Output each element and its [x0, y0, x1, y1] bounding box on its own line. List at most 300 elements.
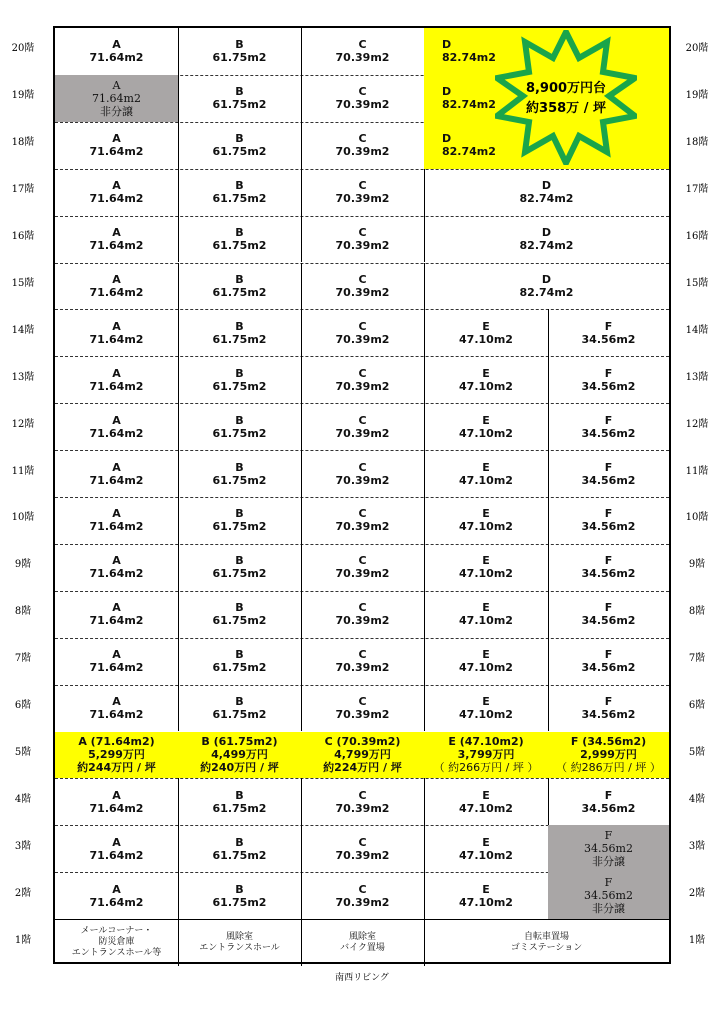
- unit-cell-line-l1: A: [112, 695, 121, 709]
- unit-cell-line-l1: A: [112, 460, 121, 474]
- unit-cell-line-l1: C: [358, 226, 367, 240]
- unit-cell-line-l2: 61.75m2: [212, 51, 267, 65]
- unit-cell-line-l1: D: [541, 226, 552, 240]
- unit-cell-line-l2: 70.39m2: [335, 661, 390, 675]
- unit-cell-line-l1: A (71.64m2): [78, 735, 155, 749]
- unit-cell-f15-b: [178, 263, 301, 310]
- unit-cell-line-l1: F: [604, 319, 613, 333]
- unit-cell-f16-c: [301, 216, 424, 263]
- unit-cell-line-l2: 34.56m2: [581, 567, 636, 581]
- unit-cell-line-l1: D: [442, 38, 452, 52]
- unit-cell-line-l2: 61.75m2: [212, 239, 267, 253]
- unit-cell-f9-e: [424, 544, 548, 591]
- unit-cell-line-l2: 61.75m2: [212, 520, 267, 534]
- unit-cell-line-l2: 61.75m2: [212, 614, 267, 628]
- floor-label-f17: 17階: [11, 184, 35, 196]
- floor-label-f11: 11階: [685, 465, 709, 477]
- unit-cell-line-l2: 71.64m2: [89, 708, 144, 722]
- unit-cell-line-l1: F: [604, 876, 613, 890]
- unit-cell-line-l2: 71.64m2: [89, 520, 144, 534]
- unit-cell-f17-d: [424, 169, 669, 216]
- unit-cell-f12-a: [55, 403, 178, 450]
- unit-cell-line-l2: 61.75m2: [212, 708, 267, 722]
- unit-cell-f4-c: [301, 778, 424, 825]
- unit-cell-line-l2: 34.56m2: [581, 520, 636, 534]
- unit-cell-f10-f: [548, 497, 669, 544]
- unit-cell-line-l1: B: [235, 226, 244, 240]
- unit-cell-line-l2: 70.39m2: [335, 332, 390, 346]
- unit-cell-line-l2: 47.10m2: [459, 895, 513, 909]
- unit-cell-line-l2: 82.74m2: [519, 239, 574, 253]
- unit-cell-f5-a: [55, 732, 178, 779]
- unit-cell-f13-a: [55, 356, 178, 403]
- unit-cell-line-l2: 34.56m2: [581, 426, 636, 440]
- unit-cell-line-l1: F: [604, 413, 613, 427]
- unit-cell-line-l2: 61.75m2: [212, 379, 267, 393]
- unit-cell-f13-f: [548, 356, 669, 403]
- floor-label-f3: 3階: [688, 840, 706, 852]
- unit-cell-line-l2: 70.39m2: [335, 520, 390, 534]
- unit-cell-line-l1: B: [235, 601, 244, 615]
- unit-cell-f10-a: [55, 497, 178, 544]
- unit-cell-line-l2: 4,799万円: [334, 748, 391, 762]
- floor-label-f2: 2階: [688, 887, 706, 899]
- unit-cell-line-l2: エントランスホール: [199, 942, 280, 953]
- unit-cell-line-l1: A: [112, 132, 121, 146]
- unit-cell-f20-c: [301, 28, 424, 75]
- unit-cell-line-l2: 61.75m2: [212, 567, 267, 581]
- unit-cell-line-l2: 71.64m2: [89, 332, 144, 346]
- unit-cell-line-l1: B: [235, 695, 244, 709]
- unit-cell-f18-c: [301, 122, 424, 169]
- unit-cell-line-l1: F: [604, 695, 613, 709]
- price-badge-star: [495, 30, 637, 165]
- floor-label-f7: 7階: [688, 653, 706, 665]
- unit-cell-line-l2: 70.39m2: [335, 426, 390, 440]
- unit-cell-line-l1: A: [112, 38, 121, 52]
- floor-label-f15: 15階: [685, 277, 709, 289]
- floor-label-f16: 16階: [11, 231, 35, 243]
- unit-cell-line-l2: 61.75m2: [212, 661, 267, 675]
- unit-cell-f18-a: [55, 122, 178, 169]
- unit-cell-line-l1: F: [604, 829, 613, 843]
- floor-label-f10: 10階: [685, 512, 709, 524]
- unit-cell-f19-b: [178, 75, 301, 122]
- unit-cell-f2-e: [424, 872, 548, 919]
- unit-cell-f13-e: [424, 356, 548, 403]
- unit-cell-line-l1: B: [235, 366, 244, 380]
- unit-cell-line-l1: A: [112, 179, 121, 193]
- unit-cell-line-l1: A: [112, 554, 121, 568]
- unit-cell-line-l2: 70.39m2: [335, 614, 390, 628]
- floor-label-f12: 12階: [685, 418, 709, 430]
- unit-cell-line-l1: B: [235, 882, 244, 896]
- unit-cell-line-l2: 71.64m2: [89, 192, 144, 206]
- floor-label-f19: 19階: [685, 90, 709, 102]
- unit-cell-line-l1: F: [604, 788, 613, 802]
- unit-cell-f6-e: [424, 685, 548, 732]
- unit-cell-line-l2: 82.74m2: [442, 145, 496, 159]
- unit-cell-line-l1: C: [358, 554, 367, 568]
- unit-cell-line-l1: E: [482, 648, 490, 662]
- floor-label-f20: 20階: [11, 43, 35, 55]
- unit-cell-f11-a: [55, 450, 178, 497]
- unit-cell-line-l1: E: [482, 695, 490, 709]
- unit-cell-line-l2: 71.64m2: [89, 239, 144, 253]
- unit-cell-f3-f: [548, 825, 669, 872]
- unit-cell-line-l1: F: [604, 554, 613, 568]
- unit-cell-f7-e: [424, 638, 548, 685]
- unit-cell-f13-b: [178, 356, 301, 403]
- unit-cell-line-l1: C: [358, 319, 367, 333]
- floor-label-f18: 18階: [11, 137, 35, 149]
- unit-cell-line-l2: 34.56m2: [581, 473, 636, 487]
- unit-cell-f16-d: [424, 216, 669, 263]
- unit-cell-line-l1: D: [442, 132, 452, 146]
- unit-cell-line-l2: 61.75m2: [212, 145, 267, 159]
- unit-cell-line-l1: C: [358, 413, 367, 427]
- unit-cell-line-l2: 3,799万円: [457, 748, 515, 762]
- unit-cell-line-l1: A: [112, 272, 121, 286]
- unit-cell-line-l1: C: [358, 85, 367, 99]
- unit-cell-f8-e: [424, 591, 548, 638]
- unit-cell-line-l2: 71.64m2: [89, 426, 144, 440]
- unit-cell-line-l2: 71.64m2: [89, 614, 144, 628]
- unit-cell-line-l1: 風除室: [348, 931, 376, 942]
- unit-cell-line-l1: A: [112, 78, 121, 92]
- unit-cell-f3-b: [178, 825, 301, 872]
- unit-cell-f1-common-2: [301, 919, 424, 966]
- price-badge-line2: 約358万 / 坪: [526, 101, 606, 116]
- floor-label-f17: 17階: [685, 184, 709, 196]
- unit-cell-f5-e: [424, 732, 548, 779]
- unit-cell-f7-a: [55, 638, 178, 685]
- unit-cell-f2-f: [548, 872, 669, 919]
- unit-cell-f14-f: [548, 309, 669, 356]
- unit-cell-line-l1: E: [482, 882, 490, 896]
- unit-cell-f12-e: [424, 403, 548, 450]
- unit-cell-line-l1: E: [482, 601, 490, 615]
- unit-cell-f11-b: [178, 450, 301, 497]
- unit-cell-line-l1: C: [358, 460, 367, 474]
- unit-grid: [53, 26, 671, 964]
- floor-label-f9: 9階: [14, 559, 32, 571]
- unit-cell-f4-a: [55, 778, 178, 825]
- unit-cell-line-l2: 70.39m2: [335, 145, 390, 159]
- unit-cell-f14-b: [178, 309, 301, 356]
- unit-cell-line-l1: E: [482, 460, 490, 474]
- unit-cell-f15-d: [424, 263, 669, 310]
- unit-cell-line-l1: 自転車置場: [523, 931, 569, 942]
- floor-label-f1: 1階: [688, 934, 706, 946]
- unit-cell-line-l1: A: [112, 507, 121, 521]
- unit-cell-line-l1: C: [358, 648, 367, 662]
- unit-cell-line-l3: （ 約286万円 / 坪 ）: [556, 761, 661, 775]
- unit-cell-line-l1: A: [112, 882, 121, 896]
- unit-cell-f4-e: [424, 778, 548, 825]
- unit-cell-f10-b: [178, 497, 301, 544]
- unit-cell-line-l1: C: [358, 179, 367, 193]
- unit-cell-f17-a: [55, 169, 178, 216]
- unit-cell-f16-a: [55, 216, 178, 263]
- unit-cell-f3-a: [55, 825, 178, 872]
- unit-cell-line-l1: D: [541, 179, 552, 193]
- unit-cell-line-l1: B: [235, 507, 244, 521]
- unit-cell-line-l1: B: [235, 788, 244, 802]
- unit-cell-f19-c: [301, 75, 424, 122]
- unit-cell-line-l1: C: [358, 695, 367, 709]
- unit-cell-f1-common-0: [55, 919, 178, 966]
- unit-cell-f5-b: [178, 732, 301, 779]
- unit-cell-line-l1: C: [358, 835, 367, 849]
- unit-cell-line-l2: 71.64m2: [89, 661, 144, 675]
- unit-cell-line-l2: 34.56m2: [581, 801, 636, 815]
- unit-cell-line-l1: B: [235, 319, 244, 333]
- unit-cell-line-l1: A: [112, 601, 121, 615]
- unit-cell-line-l2: 70.39m2: [335, 567, 390, 581]
- unit-cell-line-l1: F: [604, 648, 613, 662]
- unit-cell-line-l2: 61.75m2: [212, 426, 267, 440]
- unit-cell-line-l2: 71.64m2: [89, 895, 144, 909]
- price-badge-line1: 8,900万円台: [525, 81, 607, 96]
- unit-cell-line-l1: B: [235, 835, 244, 849]
- floor-label-f15: 15階: [11, 277, 35, 289]
- unit-cell-line-l2: 71.64m2: [89, 801, 144, 815]
- unit-cell-line-l2: 70.39m2: [335, 708, 390, 722]
- unit-cell-line-l2: 71.64m2: [89, 567, 144, 581]
- floor-label-f6: 6階: [688, 700, 706, 712]
- unit-cell-line-l2: 47.10m2: [459, 848, 513, 862]
- unit-cell-line-l3: （ 約266万円 / 坪 ）: [433, 761, 539, 775]
- unit-cell-line-l1: C (70.39m2): [324, 735, 401, 749]
- unit-cell-line-l2: 47.10m2: [459, 661, 513, 675]
- unit-cell-line-l1: C: [358, 788, 367, 802]
- unit-cell-line-l1: E (47.10m2): [448, 735, 524, 749]
- unit-cell-line-l2: 47.10m2: [459, 473, 513, 487]
- unit-cell-line-l1: A: [112, 413, 121, 427]
- unit-cell-line-l3: 非分譲: [100, 104, 133, 118]
- unit-cell-f6-b: [178, 685, 301, 732]
- unit-cell-line-l2: 61.75m2: [212, 473, 267, 487]
- floor-label-f14: 14階: [11, 324, 35, 336]
- unit-cell-line-l2: バイク置場: [340, 942, 385, 953]
- unit-cell-f12-c: [301, 403, 424, 450]
- unit-cell-f19-a: [55, 75, 178, 122]
- unit-cell-line-l2: 34.56m2: [581, 614, 636, 628]
- unit-cell-f12-b: [178, 403, 301, 450]
- unit-cell-line-l2: 70.39m2: [335, 848, 390, 862]
- unit-cell-line-l1: E: [482, 788, 490, 802]
- unit-cell-line-l1: A: [112, 648, 121, 662]
- unit-cell-f9-c: [301, 544, 424, 591]
- unit-cell-line-l2: 82.74m2: [519, 285, 574, 299]
- unit-cell-line-l1: F (34.56m2): [570, 735, 647, 749]
- unit-cell-f6-c: [301, 685, 424, 732]
- unit-cell-line-l1: B: [235, 179, 244, 193]
- unit-cell-line-l2: 34.56m2: [581, 708, 636, 722]
- unit-cell-f1-common-3: [424, 919, 669, 966]
- unit-cell-line-l2: 82.74m2: [442, 98, 496, 112]
- unit-cell-line-l1: B: [235, 460, 244, 474]
- unit-cell-f8-a: [55, 591, 178, 638]
- unit-cell-line-l2: 2,999万円: [580, 748, 637, 762]
- unit-cell-line-l2: 70.39m2: [335, 473, 390, 487]
- unit-cell-line-l1: B: [235, 38, 244, 52]
- unit-cell-f9-b: [178, 544, 301, 591]
- unit-cell-line-l2: 61.75m2: [212, 285, 267, 299]
- unit-cell-f5-c: [301, 732, 424, 779]
- unit-cell-f4-f: [548, 778, 669, 825]
- unit-cell-line-l1: メールコーナー・: [80, 926, 153, 937]
- unit-cell-f18-b: [178, 122, 301, 169]
- unit-cell-line-l3: 約244万円 / 坪: [77, 761, 156, 775]
- unit-cell-line-l2: 71.64m2: [92, 91, 141, 105]
- unit-cell-f11-f: [548, 450, 669, 497]
- unit-cell-line-l2: 70.39m2: [335, 895, 390, 909]
- unit-cell-line-l2: 70.39m2: [335, 192, 390, 206]
- floor-label-f14: 14階: [685, 324, 709, 336]
- unit-cell-f2-c: [301, 872, 424, 919]
- unit-cell-line-l2: 70.39m2: [335, 379, 390, 393]
- unit-cell-line-l2: 61.75m2: [212, 192, 267, 206]
- unit-cell-line-l1: E: [482, 413, 490, 427]
- unit-cell-line-l1: E: [482, 554, 490, 568]
- unit-cell-f14-a: [55, 309, 178, 356]
- unit-cell-line-l2: 47.10m2: [459, 567, 513, 581]
- unit-cell-line-l1: C: [358, 272, 367, 286]
- unit-cell-f15-a: [55, 263, 178, 310]
- unit-cell-f17-c: [301, 169, 424, 216]
- unit-cell-f7-b: [178, 638, 301, 685]
- unit-cell-f20-a: [55, 28, 178, 75]
- unit-cell-line-l2: 34.56m2: [584, 842, 633, 856]
- unit-cell-f10-e: [424, 497, 548, 544]
- unit-cell-line-l2: 70.39m2: [335, 239, 390, 253]
- unit-cell-line-l2: 47.10m2: [459, 379, 513, 393]
- unit-cell-f8-f: [548, 591, 669, 638]
- unit-cell-line-l2: 70.39m2: [335, 51, 390, 65]
- unit-cell-line-l3: 約224万円 / 坪: [323, 761, 402, 775]
- unit-cell-line-l2: 82.74m2: [442, 51, 496, 65]
- unit-cell-f16-b: [178, 216, 301, 263]
- unit-cell-f8-c: [301, 591, 424, 638]
- unit-cell-f7-f: [548, 638, 669, 685]
- unit-cell-line-l1: D: [541, 272, 552, 286]
- unit-cell-line-l2: 82.74m2: [519, 192, 574, 206]
- unit-cell-line-l2: 47.10m2: [459, 614, 513, 628]
- unit-cell-f7-c: [301, 638, 424, 685]
- floor-label-f2: 2階: [14, 887, 32, 899]
- unit-cell-line-l1: E: [482, 319, 490, 333]
- unit-cell-line-l2: 71.64m2: [89, 51, 144, 65]
- unit-cell-line-l1: 風除室: [225, 931, 253, 942]
- unit-cell-line-l2: 71.64m2: [89, 285, 144, 299]
- unit-cell-line-l2: 47.10m2: [459, 708, 513, 722]
- floor-label-f19: 19階: [11, 90, 35, 102]
- floor-label-f13: 13階: [11, 371, 35, 383]
- unit-cell-line-l3: 非分譲: [592, 855, 625, 869]
- unit-cell-f11-c: [301, 450, 424, 497]
- unit-cell-line-l1: D: [442, 85, 452, 99]
- floor-label-f1: 1階: [14, 934, 32, 946]
- floor-label-f5: 5階: [688, 746, 706, 758]
- unit-cell-line-l1: A: [112, 835, 121, 849]
- unit-cell-line-l2: 71.64m2: [89, 473, 144, 487]
- unit-cell-line-l2: 70.39m2: [335, 801, 390, 815]
- unit-cell-f10-c: [301, 497, 424, 544]
- unit-cell-line-l2: 4,499万円: [211, 748, 268, 762]
- unit-cell-line-l2: 61.75m2: [212, 98, 267, 112]
- unit-cell-line-l2: 防災倉庫: [98, 937, 135, 948]
- unit-cell-line-l2: 5,299万円: [88, 748, 145, 762]
- floor-label-f6: 6階: [14, 700, 32, 712]
- floor-label-f4: 4階: [14, 793, 32, 805]
- floor-label-f5: 5階: [14, 746, 32, 758]
- unit-cell-f15-c: [301, 263, 424, 310]
- footer-caption: 南西リビング: [335, 973, 389, 983]
- unit-cell-line-l1: A: [112, 319, 121, 333]
- unit-cell-line-l1: C: [358, 38, 367, 52]
- floor-label-f9: 9階: [688, 559, 706, 571]
- unit-cell-line-l1: A: [112, 226, 121, 240]
- floor-label-f16: 16階: [685, 231, 709, 243]
- unit-cell-line-l2: 70.39m2: [335, 285, 390, 299]
- unit-cell-f17-b: [178, 169, 301, 216]
- unit-cell-line-l1: C: [358, 601, 367, 615]
- unit-cell-f20-b: [178, 28, 301, 75]
- unit-cell-line-l1: C: [358, 507, 367, 521]
- unit-cell-line-l1: C: [358, 132, 367, 146]
- unit-cell-line-l2: 71.64m2: [89, 145, 144, 159]
- floor-label-f8: 8階: [688, 606, 706, 618]
- unit-cell-line-l1: F: [604, 460, 613, 474]
- unit-cell-line-l2: 61.75m2: [212, 895, 267, 909]
- unit-cell-line-l2: ゴミステーション: [510, 942, 583, 953]
- unit-cell-line-l1: E: [482, 507, 490, 521]
- unit-cell-line-l1: B (61.75m2): [201, 735, 278, 749]
- unit-cell-line-l2: 47.10m2: [459, 801, 513, 815]
- unit-cell-line-l2: 34.56m2: [584, 889, 633, 903]
- unit-cell-f3-e: [424, 825, 548, 872]
- unit-cell-f2-b: [178, 872, 301, 919]
- unit-cell-line-l1: A: [112, 366, 121, 380]
- unit-cell-f9-f: [548, 544, 669, 591]
- floor-label-f13: 13階: [685, 371, 709, 383]
- star-shape: [497, 32, 635, 163]
- unit-cell-f6-a: [55, 685, 178, 732]
- unit-cell-f9-a: [55, 544, 178, 591]
- unit-cell-line-l1: E: [482, 835, 490, 849]
- unit-cell-line-l3: 約240万円 / 坪: [200, 761, 279, 775]
- unit-cell-f4-b: [178, 778, 301, 825]
- unit-cell-line-l1: B: [235, 648, 244, 662]
- floor-label-f18: 18階: [685, 137, 709, 149]
- unit-cell-line-l1: F: [604, 366, 613, 380]
- unit-cell-f11-e: [424, 450, 548, 497]
- unit-cell-line-l1: C: [358, 366, 367, 380]
- unit-cell-line-l2: 71.64m2: [89, 379, 144, 393]
- floor-label-f12: 12階: [11, 418, 35, 430]
- unit-cell-line-l1: B: [235, 85, 244, 99]
- unit-cell-line-l2: 61.75m2: [212, 332, 267, 346]
- unit-cell-line-l1: B: [235, 554, 244, 568]
- unit-cell-line-l3: エントランスホール等: [71, 948, 162, 959]
- unit-cell-f2-a: [55, 872, 178, 919]
- unit-cell-f14-c: [301, 309, 424, 356]
- floor-label-f8: 8階: [14, 606, 32, 618]
- unit-cell-line-l2: 61.75m2: [212, 848, 267, 862]
- unit-cell-line-l2: 34.56m2: [581, 332, 636, 346]
